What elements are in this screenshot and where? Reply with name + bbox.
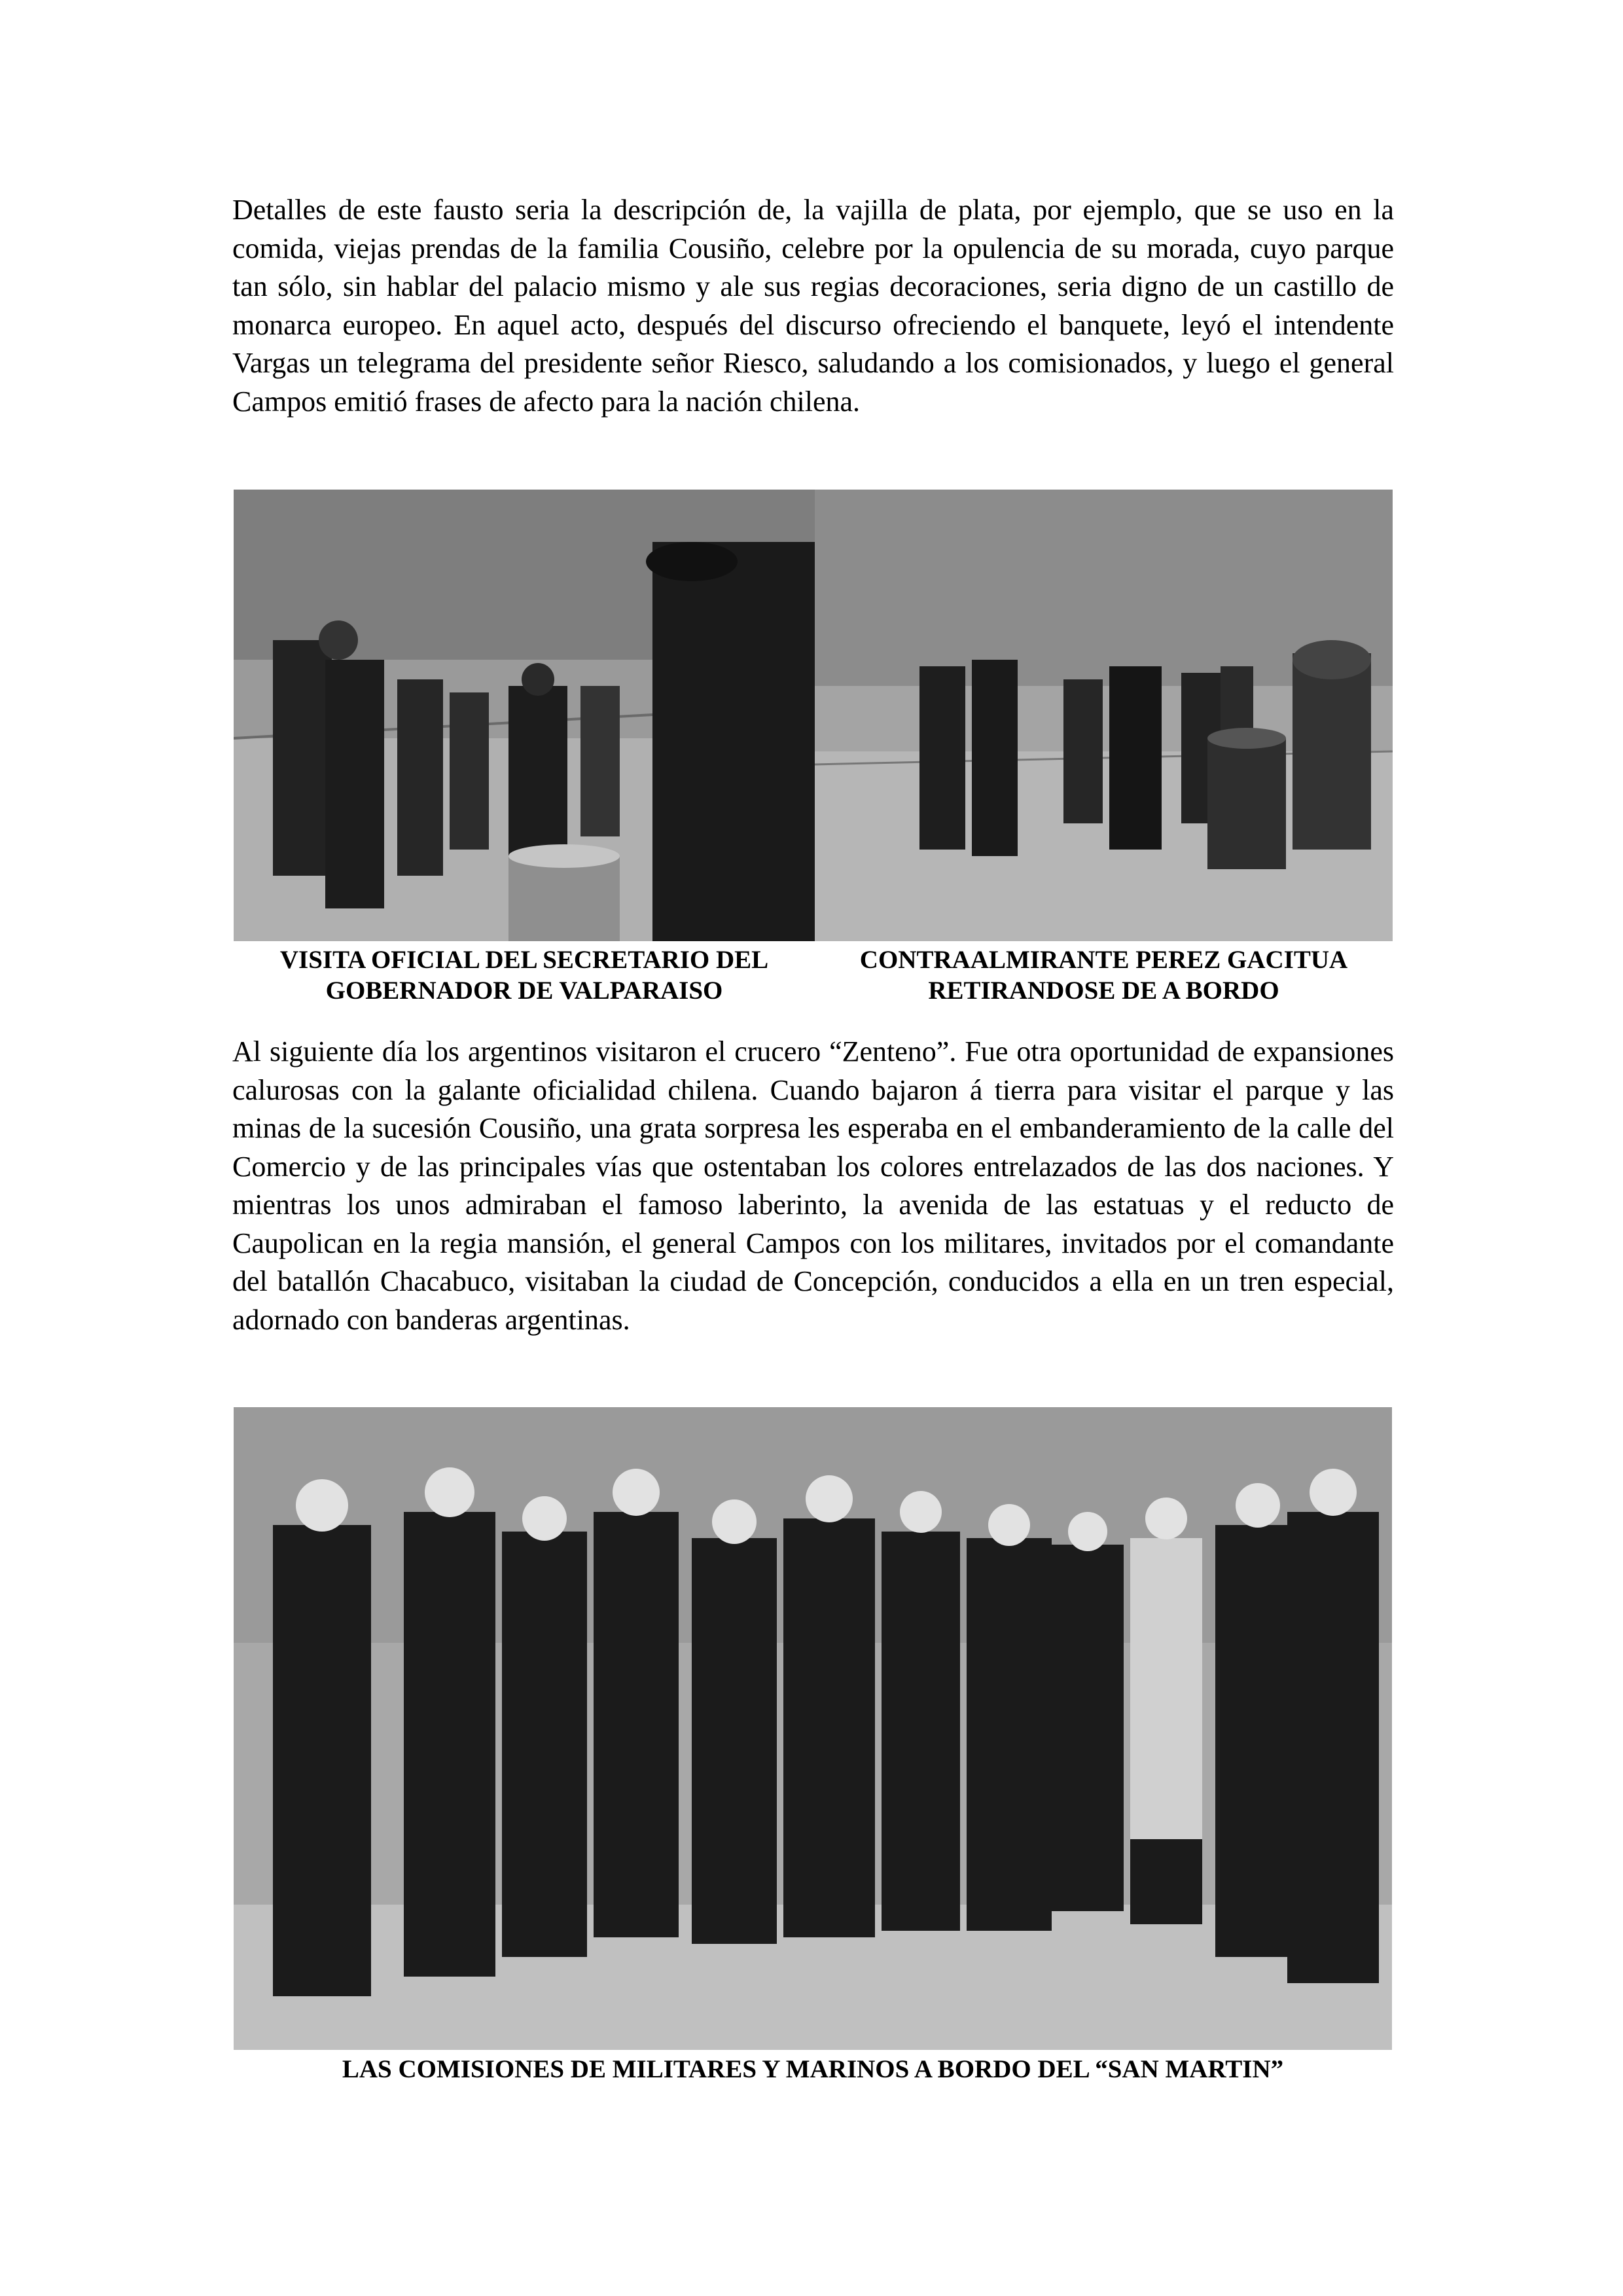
paragraph-2: Al siguiente día los argentinos visitaron el crucero “Zenteno”. Fue otra oportunidad de expansiones calurosas con la galante oficialidad chilena. Cuando bajaron á tierra para visitar el parque y las minas de la sucesión Cousiño, una grata sorpresa les esperaba en el embanderamiento de la calle del Comercio y de las principales vías que ostentaban los colores entrelazados de las dos naciones. Y mientras los unos admiraban el famoso laberinto, la avenida de las estatuas y el reducto de Caupolican en la regia mansión, el general Campos con los militares, invitados por el comandante del batallón Chacabuco, visitaban la ciudad de Concepción, conducidos a ella en un tren especial, adornado con banderas argentinas. <box>232 1035 1394 1336</box>
photo-caption-1: VISITA OFICIAL DEL SECRETARIO DEL GOBERNADOR DE VALPARAISO <box>279 946 769 1005</box>
photo-caption-3: LAS COMISIONES DE MILITARES Y MARINOS A BORDO DEL “SAN MARTIN” <box>342 2055 1284 2083</box>
paragraph-1: Detalles de este fausto seria la descripción de, la vajilla de plata, por ejemplo, que se uso en la comida, viejas prendas de la familia Cousiño, celebre por la opulencia de su morada, cuyo parque tan sólo, sin hablar del palacio mismo y ale sus regias decoraciones, seria digno de un castillo de monarca europeo. En aquel acto, después del discurso ofreciendo el banquete, leyó el intendente Vargas un telegrama del presidente señor Riesco, saludando a los comisionados, y luego el general Campos emitió frases de afecto para la nación chilena. <box>232 194 1394 418</box>
photo-rear-admiral-leaving <box>815 490 1393 941</box>
photo-official-visit <box>234 490 815 941</box>
photo-commissions-aboard <box>234 1407 1392 2050</box>
photo-caption-2: CONTRAALMIRANTE PEREZ GACITUA RETIRANDOSE DE A BORDO <box>859 946 1348 1005</box>
